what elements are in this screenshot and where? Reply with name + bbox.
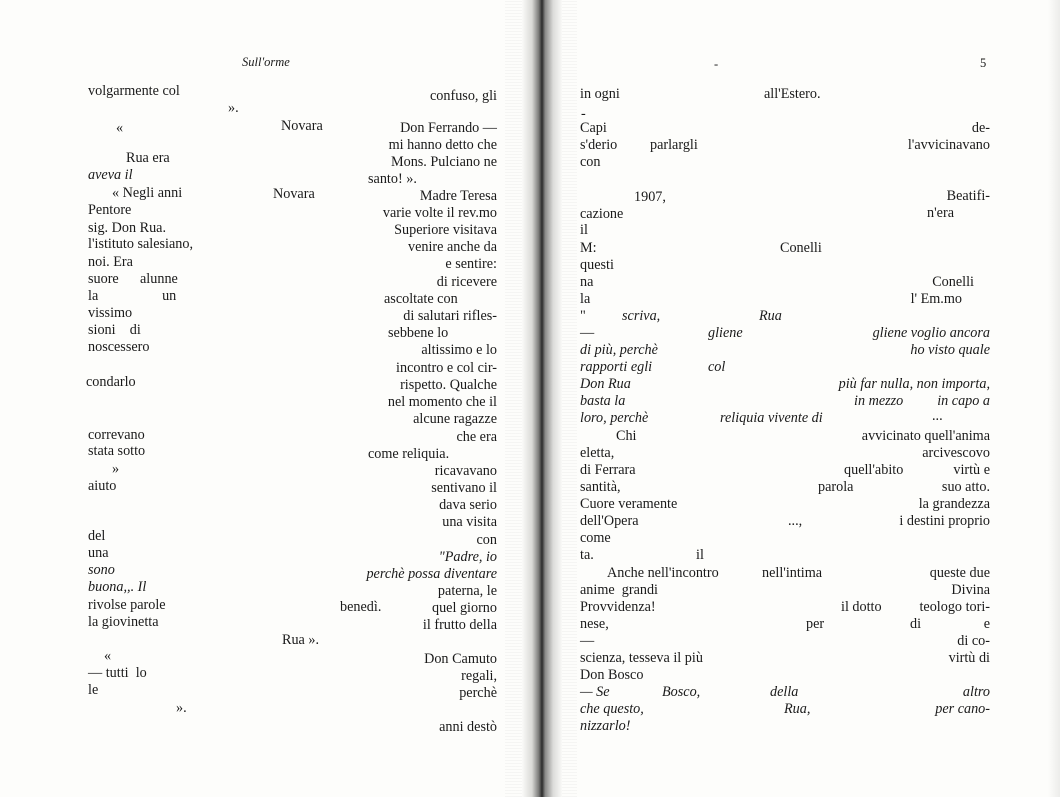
text-line: Rua, [784, 701, 811, 717]
text-line: altissimo e lo [421, 342, 497, 358]
text-line: loro, perchè [580, 410, 649, 426]
text-line: Madre Teresa [419, 188, 497, 204]
text-line: « [104, 648, 112, 664]
text-line: di [910, 616, 922, 632]
text-line: Rua [759, 308, 782, 324]
text-line: all'Estero. [764, 86, 821, 102]
text-line: ». [176, 700, 187, 716]
text-line: « Negli anni [112, 185, 183, 201]
text-line: incontro e col cir- [396, 360, 497, 376]
text-line: Provvidenza! [580, 599, 656, 615]
text-line: scienza, tesseva il più [580, 650, 703, 666]
text-line: e sentire: [445, 256, 497, 272]
text-line: una visita [442, 514, 497, 530]
text-line: con [476, 532, 497, 548]
text-line: quell'abito [844, 462, 904, 478]
text-line: basta la [580, 393, 626, 409]
text-line: — tutti lo [88, 665, 147, 681]
running-head: Sull'orme [242, 55, 290, 69]
text-line: » [112, 461, 120, 477]
text-line: come reliquia. [368, 446, 450, 462]
text-line: dava serio [439, 497, 497, 513]
text-line: parlargli [650, 137, 698, 153]
text-line: correvano [88, 427, 145, 443]
text-line: santo! ». [368, 171, 417, 187]
text-line: gliene voglio ancora [872, 325, 990, 341]
text-line: nell'intima [762, 565, 823, 581]
text-line: l' Em.mo [910, 291, 962, 307]
text-line: Don Camuto [424, 651, 497, 667]
text-line: di ricevere [436, 274, 497, 290]
text-line: — [580, 325, 595, 341]
text-line: i destini proprio [899, 513, 990, 529]
text-line: volgarmente col [88, 83, 180, 99]
text-line: Superiore visitava [394, 222, 497, 238]
text-line: sono [88, 562, 115, 578]
right-edge-shadow [1048, 0, 1060, 797]
text-line: - [581, 106, 586, 122]
text-line: sentivano il [431, 480, 497, 496]
dash-mark: - [714, 57, 719, 71]
text-line: con [580, 154, 601, 170]
text-line: ... [932, 408, 943, 424]
text-line: anni destò [439, 719, 497, 735]
text-line: Mons. Pulciano ne [390, 154, 497, 170]
text-line: sioni di [88, 322, 141, 338]
text-line: alcune ragazze [413, 411, 497, 427]
text-line: « [116, 120, 124, 136]
text-line: col [708, 359, 726, 375]
text-line: sig. Don Rua. [88, 220, 167, 236]
text-line: na [580, 274, 594, 290]
text-line: per [806, 616, 825, 632]
text-line: parola [818, 479, 854, 495]
text-line: di più, perchè [580, 342, 658, 358]
text-line: di salutari rifles- [403, 308, 497, 324]
text-line: benedì. [340, 599, 382, 615]
text-line: ho visto quale [910, 342, 990, 358]
text-line: Divina [951, 582, 990, 598]
text-line: reliquia vivente di [720, 410, 823, 426]
text-line: condarlo [86, 374, 136, 390]
text-line: teologo tori- [919, 599, 990, 615]
text-line: aveva il [88, 167, 133, 183]
text-line: venire anche da [407, 239, 497, 255]
text-line: sebbene lo [388, 325, 449, 341]
text-line: come [580, 530, 611, 546]
text-line: in ogni [580, 86, 620, 102]
text-line: scriva, [622, 308, 661, 324]
text-line: di Ferrara [580, 462, 636, 478]
text-line: "Padre, io [438, 549, 497, 565]
text-line: Pentore [88, 202, 132, 218]
text-line: Rua ». [282, 632, 320, 648]
text-line: paterna, le [437, 583, 497, 599]
text-line: il dotto [841, 599, 882, 615]
text-line: le [88, 682, 99, 698]
text-line: Conelli [932, 274, 974, 290]
text-line: Rua era [126, 150, 170, 166]
text-line: suo atto. [941, 479, 990, 495]
text-line: che questo, [580, 701, 644, 717]
text-line: confuso, gli [430, 88, 497, 104]
text-line: ». [228, 100, 239, 116]
text-line: più far nulla, non importa, [838, 376, 990, 392]
text-line: la [580, 291, 591, 307]
text-line: la grandezza [918, 496, 990, 512]
text-line: Anche nell'incontro [607, 565, 719, 581]
text-line: s'derio [580, 137, 618, 153]
text-line: rivolse parole [88, 597, 166, 613]
text-line: suore alunne [88, 271, 178, 287]
text-line: ta. [580, 547, 594, 563]
text-line: rapporti egli [580, 359, 653, 375]
text-line: gliene [708, 325, 743, 341]
text-line: Beatifi- [946, 188, 990, 204]
text-line: santità, [580, 479, 621, 495]
text-line: una [88, 545, 109, 561]
text-line: vissimo [88, 305, 133, 321]
text-line: in mezzo [854, 393, 904, 409]
text-line: dell'Opera [580, 513, 639, 529]
text-line: nel momento che il [387, 394, 497, 410]
text-line: il frutto della [422, 617, 497, 633]
text-line: e [983, 616, 990, 632]
text-line: Novara [273, 186, 315, 202]
text-line: rispetto. Qualche [400, 377, 497, 393]
text-line: della [770, 684, 799, 700]
text-line: che era [456, 429, 497, 445]
text-line: del [88, 528, 106, 544]
text-line: Don Rua [580, 376, 631, 392]
text-line: il [696, 547, 704, 563]
text-line: M: [580, 240, 597, 256]
text-line: buona,,. Il [88, 579, 147, 595]
text-line: di co- [957, 633, 990, 649]
text-line: — Se [580, 684, 610, 700]
text-line: per cano- [935, 701, 990, 717]
text-line: l'istituto salesiano, [88, 236, 194, 252]
text-line: — [580, 633, 595, 649]
text-line: avvicinato quell'anima [861, 428, 990, 444]
text-line: Don Ferrando — [400, 120, 497, 136]
text-line: perchè [459, 685, 497, 701]
text-line: anime grandi [580, 582, 659, 598]
page-number: 5 [980, 56, 987, 70]
text-line: in capo a [937, 393, 990, 409]
text-line: la giovinetta [88, 614, 159, 630]
text-line: questi [580, 257, 614, 273]
text-line: queste due [929, 565, 990, 581]
text-line: varie volte il rev.mo [382, 205, 497, 221]
text-line: Conelli [780, 240, 822, 256]
text-line: noi. Era [88, 254, 133, 270]
text-line: Don Bosco [580, 667, 644, 683]
text-line: Capi [580, 120, 607, 136]
text-line: arcivescovo [922, 445, 990, 461]
text-line: Novara [281, 118, 323, 134]
text-line: ricavavano [434, 463, 497, 479]
text-line: aiuto [88, 478, 117, 494]
text-line: nese, [580, 616, 609, 632]
text-line: Cuore veramente [580, 496, 678, 512]
text-line: n'era [927, 205, 954, 221]
text-line: perchè possa diventare [366, 566, 497, 582]
text-line: la un [88, 288, 177, 304]
text-line: Bosco, [662, 684, 701, 700]
book-spine-shadow [522, 0, 562, 797]
text-line: noscessero [88, 339, 150, 355]
text-line: 1907, [634, 189, 666, 205]
text-line: il [580, 222, 588, 238]
text-line: stata sotto [88, 443, 146, 459]
text-line: ..., [788, 513, 803, 529]
text-line: l'avvicinavano [907, 137, 990, 153]
text-line: regali, [461, 668, 497, 684]
text-line: de- [971, 120, 990, 136]
text-line: quel giorno [431, 600, 497, 616]
text-line: nizzarlo! [580, 718, 631, 734]
text-line: Chi [616, 428, 637, 444]
text-line: " [580, 308, 586, 324]
text-line: cazione [580, 206, 624, 222]
text-line: altro [962, 684, 990, 700]
text-line: ascoltate con [384, 291, 458, 307]
text-line: virtù e [953, 462, 990, 478]
text-line: virtù di [948, 650, 990, 666]
right-page [548, 0, 1060, 797]
text-line: mi hanno detto che [388, 137, 497, 153]
text-line: eletta, [580, 445, 615, 461]
